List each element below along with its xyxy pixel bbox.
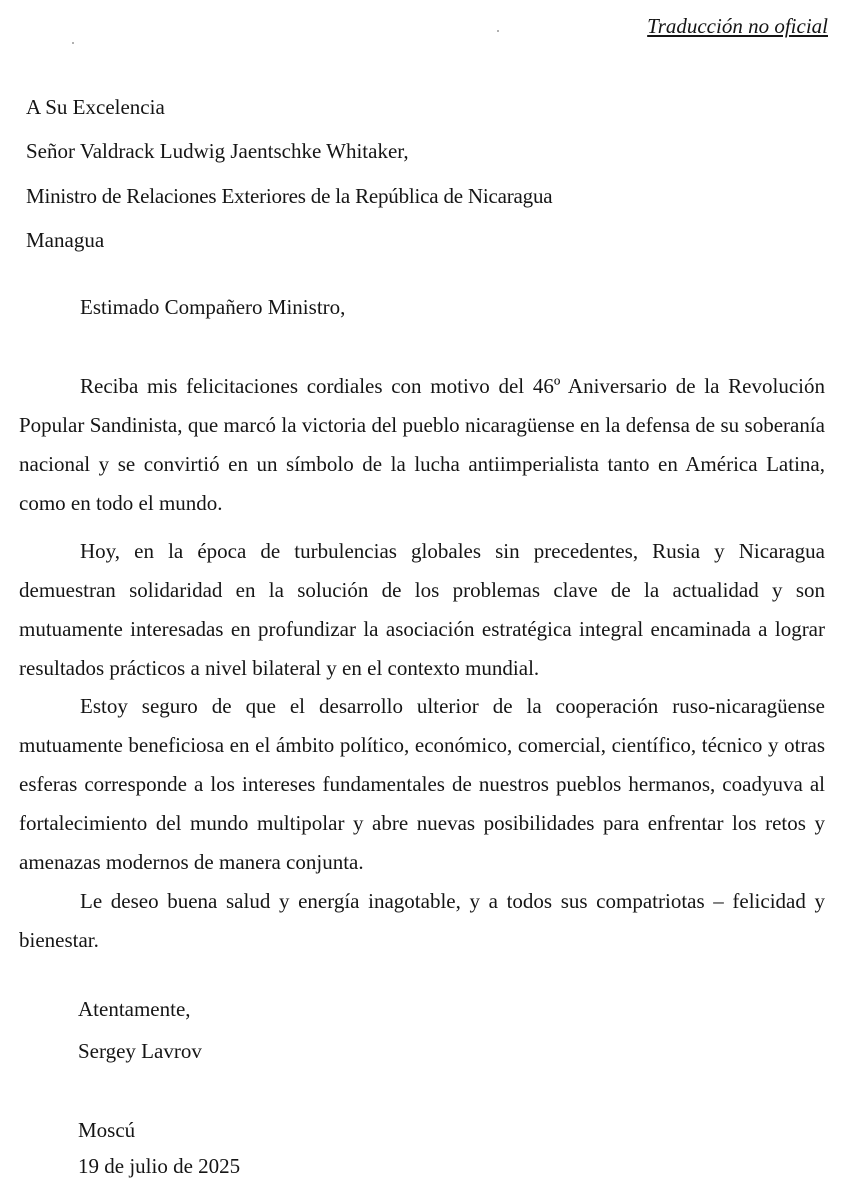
place: Moscú bbox=[78, 1118, 136, 1142]
body-paragraph-4: Le deseo buena salud y energía inagotable, y a todos sus compatriotas – felicidad y bienestar. bbox=[19, 889, 825, 952]
greeting: Estimado Compañero Ministro, bbox=[80, 295, 346, 319]
scan-speck bbox=[72, 42, 74, 44]
body-paragraph-1: Reciba mis felicitaciones cordiales con motivo del 46º Aniversario de la Revolución Popular Sandinista, que marcó la victoria del pueblo nicaragüense en la defensa de su soberanía nacional y se convirtió en un símbolo de la lucha antiimperialista tanto en América Latina, como en todo el mundo. bbox=[19, 374, 825, 515]
body-paragraph-2: Hoy, en la época de turbulencias globales sin precedentes, Rusia y Nicaragua demuestran solidaridad en la solución de los problemas clave de la actualidad y son mutuamente interesadas en profundizar la asociación estratégica integral encaminada a lograr resultados prácticos a nivel bilateral y en el contexto mundial. bbox=[19, 539, 825, 680]
signatory-name: Sergey Lavrov bbox=[78, 1039, 202, 1063]
recipient-city: Managua bbox=[26, 228, 105, 252]
valediction: Atentamente, bbox=[78, 997, 191, 1021]
recipient-salutation: A Su Excelencia bbox=[26, 95, 165, 119]
date: 19 de julio de 2025 bbox=[78, 1154, 241, 1178]
recipient-title: Ministro de Relaciones Exteriores de la República de Nicaragua bbox=[26, 184, 553, 208]
recipient-name: Señor Valdrack Ludwig Jaentschke Whitaker, bbox=[26, 139, 409, 163]
unofficial-translation-note: Traducción no oficial bbox=[647, 14, 828, 38]
body-paragraph-3: Estoy seguro de que el desarrollo ulterior de la cooperación ruso-nicaragüense mutuamente beneficiosa en el ámbito político, económico, comercial, científico, técnico y otras esferas corresponde a los intereses fundamentales de nuestros pueblos hermanos, coadyuva al fortalecimiento del mundo multipolar y abre nuevas posibilidades para enfrentar los retos y amenazas modernos de manera conjunta. bbox=[19, 694, 825, 874]
scan-speck bbox=[497, 30, 499, 32]
